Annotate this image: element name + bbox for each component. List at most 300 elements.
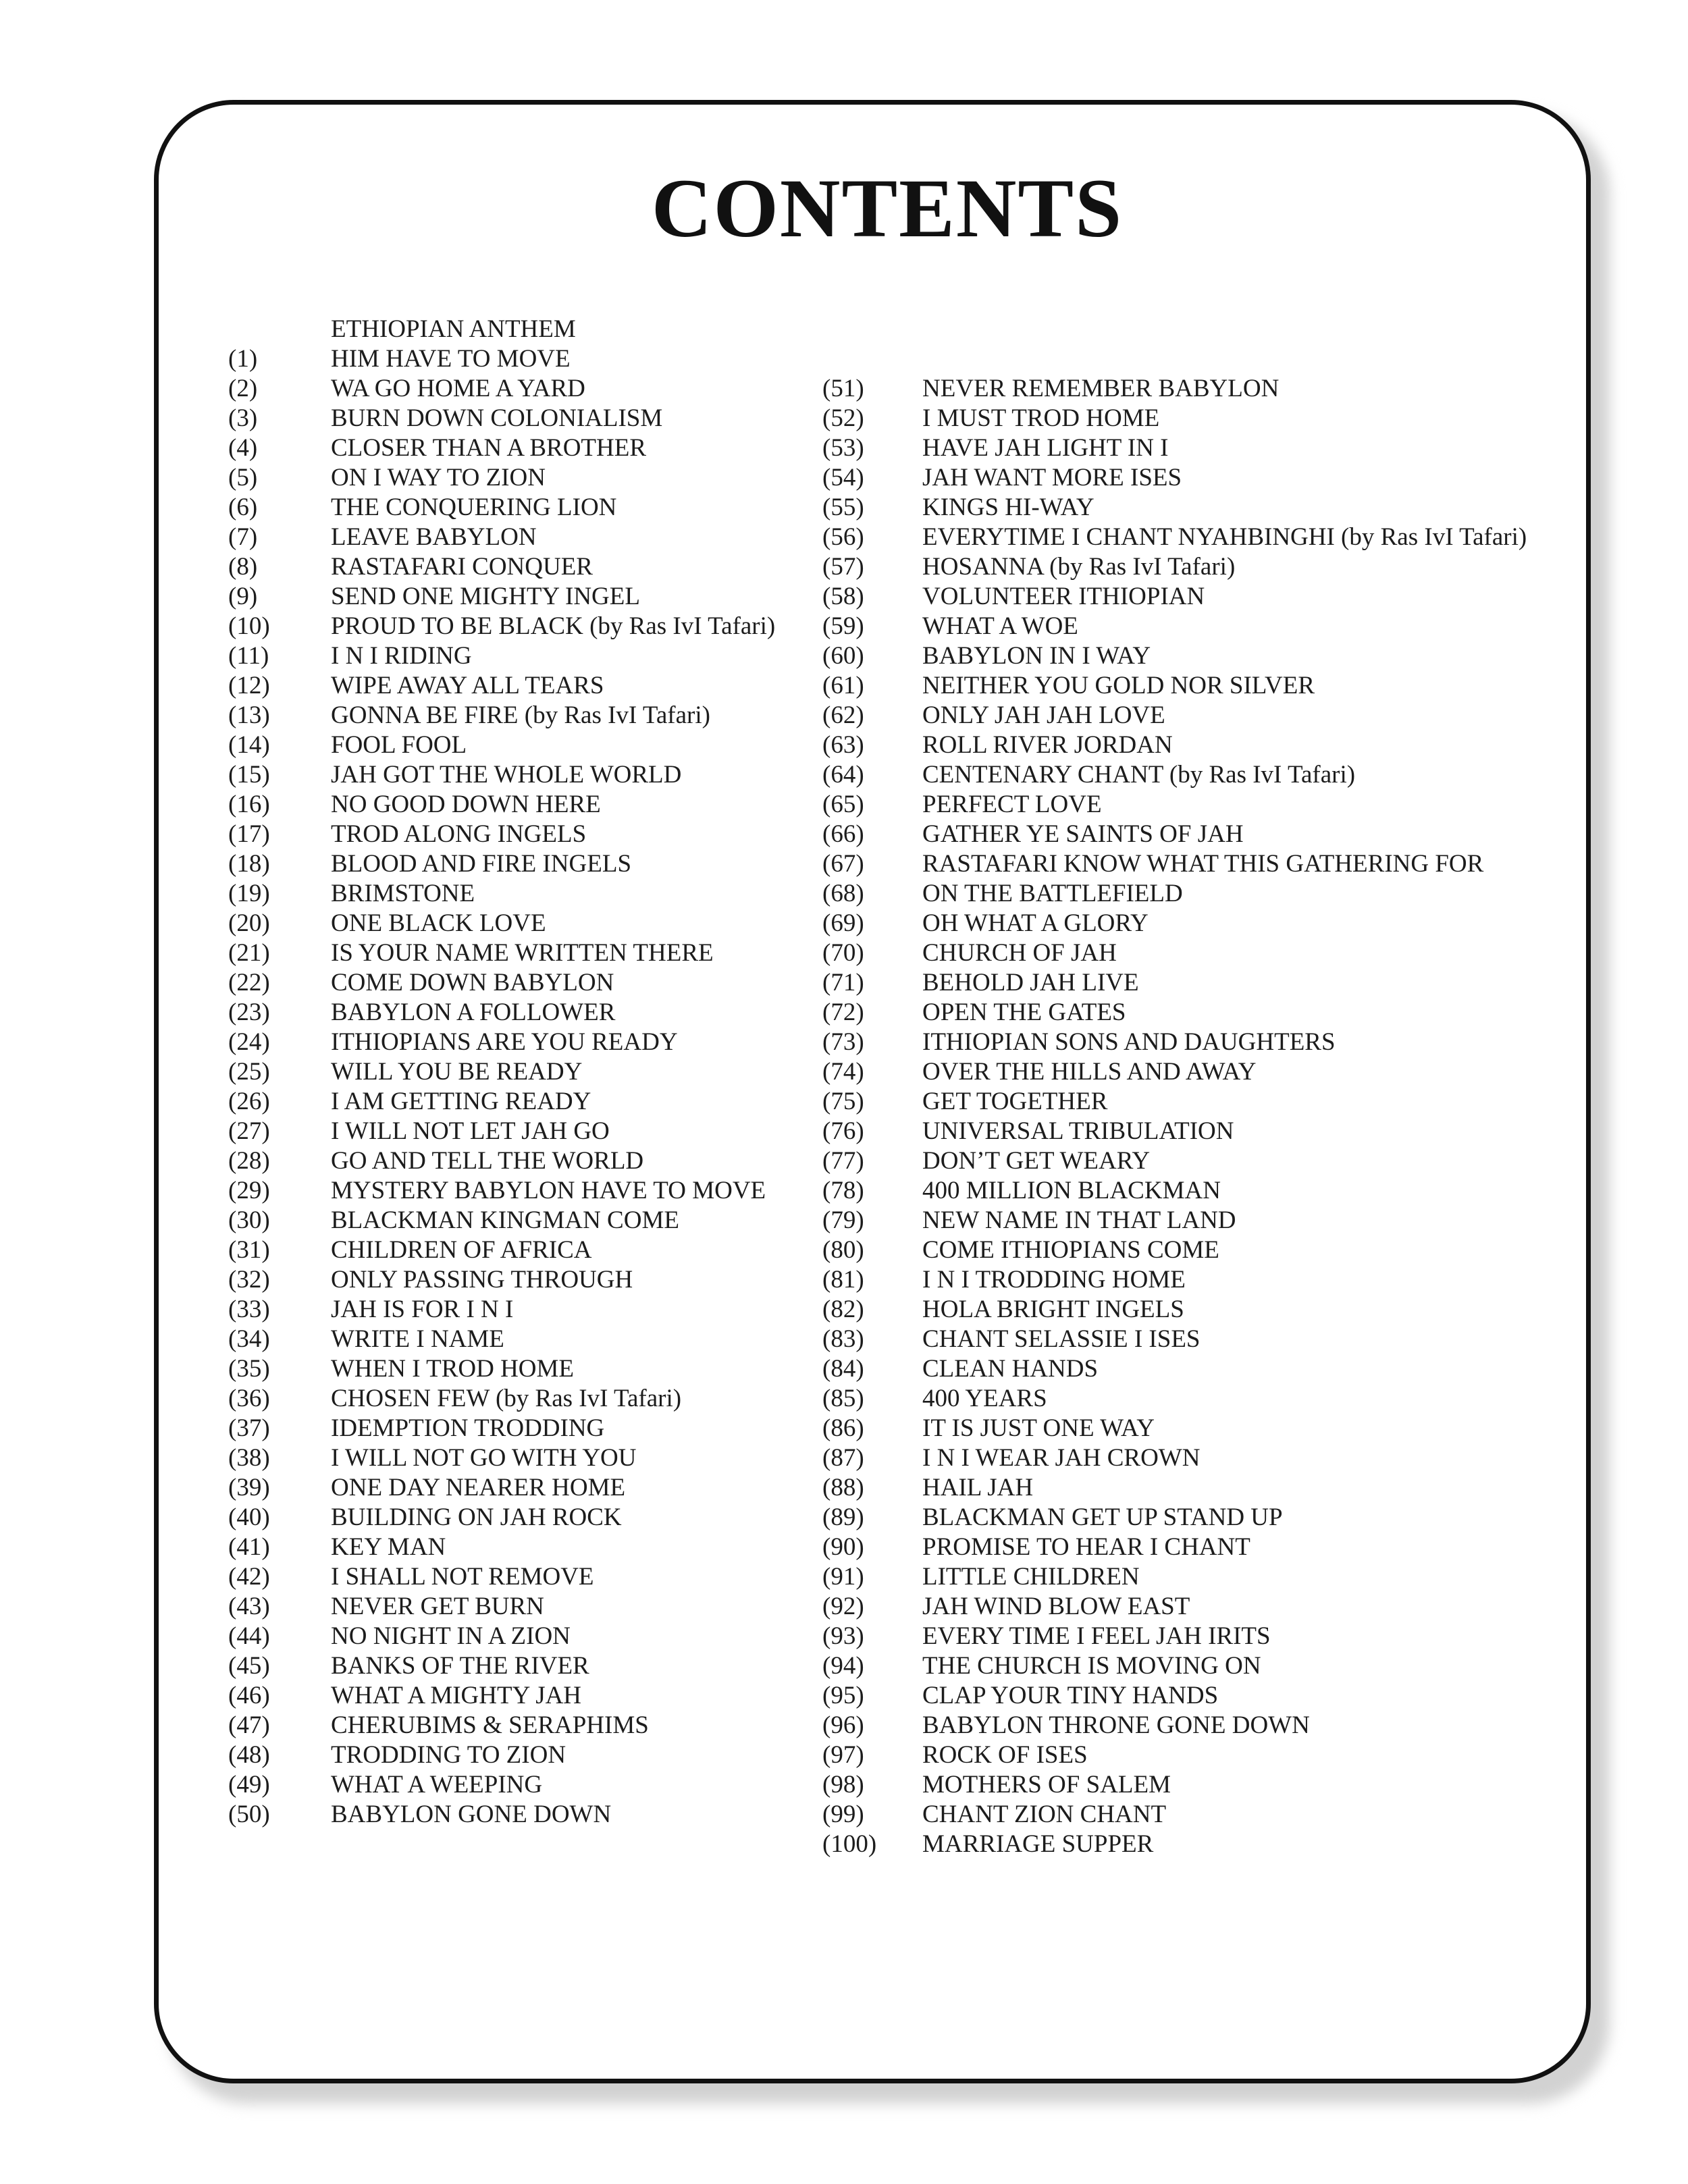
entry-title: COME ITHIOPIANS COME — [922, 1236, 1219, 1264]
toc-entry — [822, 938, 1498, 968]
entry-number: (45) — [228, 1652, 270, 1680]
entry-number: (73) — [822, 1028, 864, 1056]
toc-entry — [822, 582, 1498, 612]
toc-entry — [822, 730, 1498, 760]
entry-title: BEHOLD JAH LIVE — [922, 969, 1139, 996]
toc-entry — [228, 1235, 903, 1265]
toc-entry — [822, 1681, 1498, 1711]
entry-title: IDEMPTION TRODDING — [331, 1414, 605, 1442]
entry-title: OH WHAT A GLORY — [922, 909, 1149, 937]
toc-entry — [822, 1711, 1498, 1740]
entry-number: (60) — [822, 642, 864, 670]
entry-number: (63) — [822, 731, 864, 759]
entry-title: HAVE JAH LIGHT IN I — [922, 434, 1169, 462]
entry-title: I N I WEAR JAH CROWN — [922, 1444, 1201, 1472]
entry-number: (46) — [228, 1682, 270, 1709]
toc-entry — [822, 1146, 1498, 1176]
entry-number: (80) — [822, 1236, 864, 1264]
entry-number: (16) — [228, 791, 270, 818]
entry-title: NEITHER YOU GOLD NOR SILVER — [922, 672, 1315, 699]
entry-number: (89) — [822, 1503, 864, 1531]
entry-title: WILL YOU BE READY — [331, 1058, 583, 1086]
entry-title: CHILDREN OF AFRICA — [331, 1236, 592, 1264]
entry-number: (38) — [228, 1444, 270, 1472]
entry-title: THE CONQUERING LION — [331, 494, 617, 521]
entry-number: (50) — [228, 1801, 270, 1828]
entry-number: (15) — [228, 761, 270, 789]
toc-entry — [228, 1354, 903, 1384]
entry-number: (52) — [822, 404, 864, 432]
entry-number: (26) — [228, 1088, 270, 1115]
entry-title: NO GOOD DOWN HERE — [331, 791, 601, 818]
toc-entry — [822, 998, 1498, 1028]
entry-number: (33) — [228, 1296, 270, 1323]
entry-title: WHAT A WOE — [922, 612, 1078, 640]
toc-entry — [228, 1681, 903, 1711]
entry-number: (77) — [822, 1147, 864, 1175]
entry-title: SEND ONE MIGHTY INGEL — [331, 583, 640, 610]
entry-title: EVERYTIME I CHANT NYAHBINGHI (by Ras IvI Tafari) — [922, 523, 1527, 551]
entry-number: (12) — [228, 672, 270, 699]
toc-entry — [822, 1325, 1498, 1354]
toc-entry — [822, 1384, 1498, 1414]
toc-entry — [822, 1057, 1498, 1087]
toc-entry — [822, 701, 1498, 730]
toc-entry — [822, 968, 1498, 998]
entry-number: (7) — [228, 523, 258, 551]
entry-number: (90) — [822, 1533, 864, 1561]
entry-title: TRODDING TO ZION — [331, 1741, 566, 1769]
toc-entry — [228, 1622, 903, 1651]
toc-entry — [228, 404, 903, 433]
entry-title: HOSANNA (by Ras IvI Tafari) — [922, 553, 1236, 581]
toc-entry — [822, 463, 1498, 493]
toc-entry — [822, 552, 1498, 582]
entry-title: RASTAFARI KNOW WHAT THIS GATHERING FOR — [922, 850, 1484, 878]
toc-entry — [822, 1295, 1498, 1325]
entry-number: (65) — [822, 791, 864, 818]
entry-number: (95) — [822, 1682, 864, 1709]
entry-number: (86) — [822, 1414, 864, 1442]
toc-entry — [228, 1740, 903, 1770]
entry-number: (87) — [822, 1444, 864, 1472]
toc-entry — [228, 701, 903, 730]
entry-number: (72) — [822, 998, 864, 1026]
entry-number: (17) — [228, 820, 270, 848]
preface-title: ETHIOPIAN ANTHEM — [331, 315, 576, 343]
entry-title: OVER THE HILLS AND AWAY — [922, 1058, 1257, 1086]
entry-number: (79) — [822, 1206, 864, 1234]
entry-number: (19) — [228, 880, 270, 907]
toc-entry — [822, 1354, 1498, 1384]
entry-number: (62) — [822, 701, 864, 729]
entry-title: FOOL FOOL — [331, 731, 467, 759]
toc-entry — [228, 1770, 903, 1800]
entry-title: ITHIOPIAN SONS AND DAUGHTERS — [922, 1028, 1336, 1056]
entry-number: (9) — [228, 583, 258, 610]
entry-number: (97) — [822, 1741, 864, 1769]
entry-number: (53) — [822, 434, 864, 462]
entry-number: (85) — [822, 1385, 864, 1412]
entry-title: GONNA BE FIRE (by Ras IvI Tafari) — [331, 701, 710, 729]
entry-title: ROCK OF ISES — [922, 1741, 1088, 1769]
entry-number: (32) — [228, 1266, 270, 1294]
entry-title: BABYLON GONE DOWN — [331, 1801, 612, 1828]
entry-number: (81) — [822, 1266, 864, 1294]
entry-title: TROD ALONG INGELS — [331, 820, 587, 848]
entry-title: I AM GETTING READY — [331, 1088, 591, 1115]
toc-entry — [228, 820, 903, 849]
entry-title: I N I TRODDING HOME — [922, 1266, 1186, 1294]
entry-number: (5) — [228, 464, 258, 491]
entry-title: CHURCH OF JAH — [922, 939, 1117, 967]
toc-entry — [228, 523, 903, 552]
entry-title: NEVER REMEMBER BABYLON — [922, 375, 1280, 402]
toc-entry — [822, 849, 1498, 879]
entry-number: (21) — [228, 939, 270, 967]
toc-entry — [228, 790, 903, 820]
entry-number: (24) — [228, 1028, 270, 1056]
entry-title: CHANT SELASSIE I ISES — [922, 1325, 1201, 1353]
toc-entry — [228, 968, 903, 998]
toc-entry — [822, 404, 1498, 433]
toc-entry — [822, 1740, 1498, 1770]
entry-title: NO NIGHT IN A ZION — [331, 1622, 571, 1650]
toc-entry — [228, 1057, 903, 1087]
toc-entry — [228, 1443, 903, 1473]
toc-entry — [822, 641, 1498, 671]
toc-entry — [822, 1592, 1498, 1622]
entry-title: WHAT A WEEPING — [331, 1771, 543, 1799]
toc-entry — [822, 1473, 1498, 1503]
toc-entry — [822, 1770, 1498, 1800]
toc-entry — [822, 1235, 1498, 1265]
entry-number: (30) — [228, 1206, 270, 1234]
entry-number: (75) — [822, 1088, 864, 1115]
entry-title: HIM HAVE TO MOVE — [331, 345, 571, 373]
entry-number: (74) — [822, 1058, 864, 1086]
entry-title: NEVER GET BURN — [331, 1593, 544, 1620]
toc-entry — [822, 790, 1498, 820]
entry-number: (4) — [228, 434, 258, 462]
entry-number: (11) — [228, 642, 269, 670]
entry-title: PROMISE TO HEAR I CHANT — [922, 1533, 1250, 1561]
toc-entry — [228, 879, 903, 909]
entry-number: (68) — [822, 880, 864, 907]
entry-title: ONE DAY NEARER HOME — [331, 1474, 626, 1501]
entry-title: BABYLON THRONE GONE DOWN — [922, 1711, 1310, 1739]
entry-title: KEY MAN — [331, 1533, 446, 1561]
toc-entry — [228, 1265, 903, 1295]
entry-number: (6) — [228, 494, 258, 521]
toc-entry — [228, 730, 903, 760]
entry-number: (100) — [822, 1830, 877, 1858]
entry-title: JAH WIND BLOW EAST — [922, 1593, 1190, 1620]
entry-number: (13) — [228, 701, 270, 729]
toc-entry — [822, 1830, 1498, 1859]
toc-entry — [822, 493, 1498, 523]
toc-entry — [228, 849, 903, 879]
entry-number: (59) — [822, 612, 864, 640]
toc-entry — [822, 523, 1527, 552]
toc-entry — [822, 1028, 1498, 1057]
toc-entry — [228, 909, 903, 938]
toc-entry — [228, 641, 903, 671]
entry-number: (41) — [228, 1533, 270, 1561]
entry-title: KINGS HI-WAY — [922, 494, 1094, 521]
toc-entry — [822, 760, 1498, 790]
entry-number: (99) — [822, 1801, 864, 1828]
entry-number: (88) — [822, 1474, 864, 1501]
entry-number: (43) — [228, 1593, 270, 1620]
entry-number: (22) — [228, 969, 270, 996]
toc-entry — [822, 909, 1498, 938]
toc-entry — [228, 1562, 903, 1592]
entry-title: I WILL NOT LET JAH GO — [331, 1117, 610, 1145]
entry-number: (48) — [228, 1741, 270, 1769]
toc-entry — [822, 1562, 1498, 1592]
entry-title: BABYLON A FOLLOWER — [331, 998, 616, 1026]
entry-number: (54) — [822, 464, 864, 491]
toc-entry — [822, 374, 1498, 404]
entry-title: CLEAN HANDS — [922, 1355, 1099, 1383]
entry-title: 400 MILLION BLACKMAN — [922, 1177, 1221, 1204]
entry-title: 400 YEARS — [922, 1385, 1047, 1412]
toc-entry — [228, 1473, 903, 1503]
entry-number: (40) — [228, 1503, 270, 1531]
toc-entry — [822, 1206, 1498, 1235]
entry-number: (47) — [228, 1711, 270, 1739]
toc-entry — [228, 1206, 903, 1235]
toc-entry — [228, 760, 903, 790]
toc-entry — [822, 1414, 1498, 1443]
toc-entry — [228, 344, 903, 374]
entry-number: (58) — [822, 583, 864, 610]
entry-title: WA GO HOME A YARD — [331, 375, 585, 402]
toc-entry — [228, 998, 903, 1028]
entry-title: MOTHERS OF SALEM — [922, 1771, 1171, 1799]
entry-number: (84) — [822, 1355, 864, 1383]
entry-title: I N I RIDING — [331, 642, 472, 670]
toc-entry — [228, 1711, 903, 1740]
toc-entry — [228, 1028, 903, 1057]
toc-entry — [228, 1117, 903, 1146]
toc-entry — [228, 938, 903, 968]
entry-number: (37) — [228, 1414, 270, 1442]
entry-title: CHANT ZION CHANT — [922, 1801, 1167, 1828]
entry-number: (27) — [228, 1117, 270, 1145]
entry-title: I SHALL NOT REMOVE — [331, 1563, 594, 1591]
toc-entry — [822, 433, 1498, 463]
entry-title: IT IS JUST ONE WAY — [922, 1414, 1155, 1442]
toc-entry — [822, 1443, 1498, 1473]
entry-number: (8) — [228, 553, 258, 581]
entry-number: (20) — [228, 909, 270, 937]
entry-number: (44) — [228, 1622, 270, 1650]
entry-title: CLOSER THAN A BROTHER — [331, 434, 647, 462]
toc-entry — [228, 433, 903, 463]
entry-title: ONE BLACK LOVE — [331, 909, 546, 937]
toc-entry — [228, 493, 903, 523]
entry-title: BLACKMAN GET UP STAND UP — [922, 1503, 1283, 1531]
entry-number: (91) — [822, 1563, 864, 1591]
toc-entry — [822, 820, 1498, 849]
entry-title: WIPE AWAY ALL TEARS — [331, 672, 604, 699]
entry-title: ITHIOPIANS ARE YOU READY — [331, 1028, 678, 1056]
entry-title: JAH WANT MORE ISES — [922, 464, 1182, 491]
entry-number: (51) — [822, 375, 864, 402]
entry-number: (98) — [822, 1771, 864, 1799]
toc-entry — [228, 1503, 903, 1533]
toc-entry — [822, 612, 1498, 641]
entry-number: (94) — [822, 1652, 864, 1680]
toc-entry — [822, 1533, 1498, 1562]
entry-title: JAH GOT THE WHOLE WORLD — [331, 761, 682, 789]
entry-title: COME DOWN BABYLON — [331, 969, 614, 996]
toc-entry — [228, 1325, 903, 1354]
entry-number: (67) — [822, 850, 864, 878]
entry-title: BANKS OF THE RIVER — [331, 1652, 589, 1680]
entry-title: BABYLON IN I WAY — [922, 642, 1151, 670]
entry-number: (34) — [228, 1325, 270, 1353]
entry-number: (14) — [228, 731, 270, 759]
toc-entry — [228, 1592, 903, 1622]
entry-title: OPEN THE GATES — [922, 998, 1126, 1026]
entry-number: (35) — [228, 1355, 270, 1383]
toc-entry — [822, 1087, 1498, 1117]
entry-number: (71) — [822, 969, 864, 996]
entry-number: (78) — [822, 1177, 864, 1204]
toc-entry — [228, 1384, 903, 1414]
toc-entry — [228, 1176, 903, 1206]
entry-number: (64) — [822, 761, 864, 789]
entry-title: PROUD TO BE BLACK (by Ras IvI Tafari) — [331, 612, 776, 640]
entry-number: (55) — [822, 494, 864, 521]
entry-number: (1) — [228, 345, 258, 373]
entry-number: (10) — [228, 612, 270, 640]
toc-entry — [822, 1622, 1498, 1651]
toc-entry — [228, 582, 903, 612]
entry-number: (61) — [822, 672, 864, 699]
entry-title: CHERUBIMS & SERAPHIMS — [331, 1711, 649, 1739]
entry-title: LITTLE CHILDREN — [922, 1563, 1140, 1591]
entry-title: GO AND TELL THE WORLD — [331, 1147, 644, 1175]
toc-entry — [228, 1414, 903, 1443]
entry-title: ON I WAY TO ZION — [331, 464, 546, 491]
toc-entry — [228, 1800, 903, 1830]
entry-number: (2) — [228, 375, 258, 402]
toc-entry — [228, 1087, 903, 1117]
entry-number: (92) — [822, 1593, 864, 1620]
entry-title: WHEN I TROD HOME — [331, 1355, 575, 1383]
entry-title: CENTENARY CHANT (by Ras IvI Tafari) — [922, 761, 1356, 789]
entry-title: MYSTERY BABYLON HAVE TO MOVE — [331, 1177, 766, 1204]
entry-number: (3) — [228, 404, 258, 432]
toc-entry — [822, 1800, 1498, 1830]
toc-entry — [228, 552, 903, 582]
toc-entry — [228, 1295, 903, 1325]
entry-title: GATHER YE SAINTS OF JAH — [922, 820, 1244, 848]
toc-entry — [228, 1651, 903, 1681]
entry-number: (66) — [822, 820, 864, 848]
entry-title: BLACKMAN KINGMAN COME — [331, 1206, 679, 1234]
toc-entry — [822, 1176, 1498, 1206]
entry-title: MARRIAGE SUPPER — [922, 1830, 1154, 1858]
entry-title: ONLY JAH JAH LOVE — [922, 701, 1165, 729]
toc-entry — [822, 1651, 1498, 1681]
toc-entry — [228, 463, 903, 493]
entry-number: (57) — [822, 553, 864, 581]
entry-title: WRITE I NAME — [331, 1325, 504, 1353]
entry-title: GET TOGETHER — [922, 1088, 1108, 1115]
entry-title: WHAT A MIGHTY JAH — [331, 1682, 582, 1709]
entry-number: (70) — [822, 939, 864, 967]
page-title: CONTENTS — [651, 162, 1124, 255]
entry-title: VOLUNTEER ITHIOPIAN — [922, 583, 1205, 610]
entry-title: HAIL JAH — [922, 1474, 1034, 1501]
entry-title: I WILL NOT GO WITH YOU — [331, 1444, 637, 1472]
entry-number: (69) — [822, 909, 864, 937]
entry-number: (96) — [822, 1711, 864, 1739]
entry-number: (28) — [228, 1147, 270, 1175]
entry-title: BUILDING ON JAH ROCK — [331, 1503, 622, 1531]
entry-number: (49) — [228, 1771, 270, 1799]
toc-entry — [822, 1117, 1498, 1146]
entry-title: PERFECT LOVE — [922, 791, 1102, 818]
entry-number: (39) — [228, 1474, 270, 1501]
entry-title: ROLL RIVER JORDAN — [922, 731, 1173, 759]
toc-entry — [228, 671, 903, 701]
entry-title: NEW NAME IN THAT LAND — [922, 1206, 1236, 1234]
toc-entry — [822, 1503, 1498, 1533]
entry-number: (29) — [228, 1177, 270, 1204]
entry-title: RASTAFARI CONQUER — [331, 553, 593, 581]
entry-title: LEAVE BABYLON — [331, 523, 537, 551]
entry-title: BLOOD AND FIRE INGELS — [331, 850, 632, 878]
entry-title: BURN DOWN COLONIALISM — [331, 404, 663, 432]
toc-entry — [228, 612, 903, 641]
toc-entry — [228, 374, 903, 404]
toc-entry — [822, 1265, 1498, 1295]
entry-title: JAH IS FOR I N I — [331, 1296, 514, 1323]
entry-number: (93) — [822, 1622, 864, 1650]
entry-title: UNIVERSAL TRIBULATION — [922, 1117, 1234, 1145]
entry-title: IS YOUR NAME WRITTEN THERE — [331, 939, 714, 967]
entry-title: CHOSEN FEW (by Ras IvI Tafari) — [331, 1385, 682, 1412]
toc-entry — [228, 1533, 903, 1562]
entry-title: ONLY PASSING THROUGH — [331, 1266, 633, 1294]
entry-number: (18) — [228, 850, 270, 878]
entry-number: (42) — [228, 1563, 270, 1591]
entry-number: (76) — [822, 1117, 864, 1145]
entry-title: I MUST TROD HOME — [922, 404, 1160, 432]
entry-title: HOLA BRIGHT INGELS — [922, 1296, 1184, 1323]
entry-title: BRIMSTONE — [331, 880, 475, 907]
entry-number: (56) — [822, 523, 864, 551]
entry-number: (36) — [228, 1385, 270, 1412]
toc-entry — [822, 879, 1498, 909]
toc-entry — [822, 671, 1498, 701]
entry-title: ON THE BATTLEFIELD — [922, 880, 1183, 907]
entry-number: (82) — [822, 1296, 864, 1323]
entry-title: DON’T GET WEARY — [922, 1147, 1151, 1175]
entry-title: THE CHURCH IS MOVING ON — [922, 1652, 1261, 1680]
entry-number: (25) — [228, 1058, 270, 1086]
entry-number: (31) — [228, 1236, 270, 1264]
entry-number: (23) — [228, 998, 270, 1026]
entry-number: (83) — [822, 1325, 864, 1353]
entry-title: EVERY TIME I FEEL JAH IRITS — [922, 1622, 1271, 1650]
